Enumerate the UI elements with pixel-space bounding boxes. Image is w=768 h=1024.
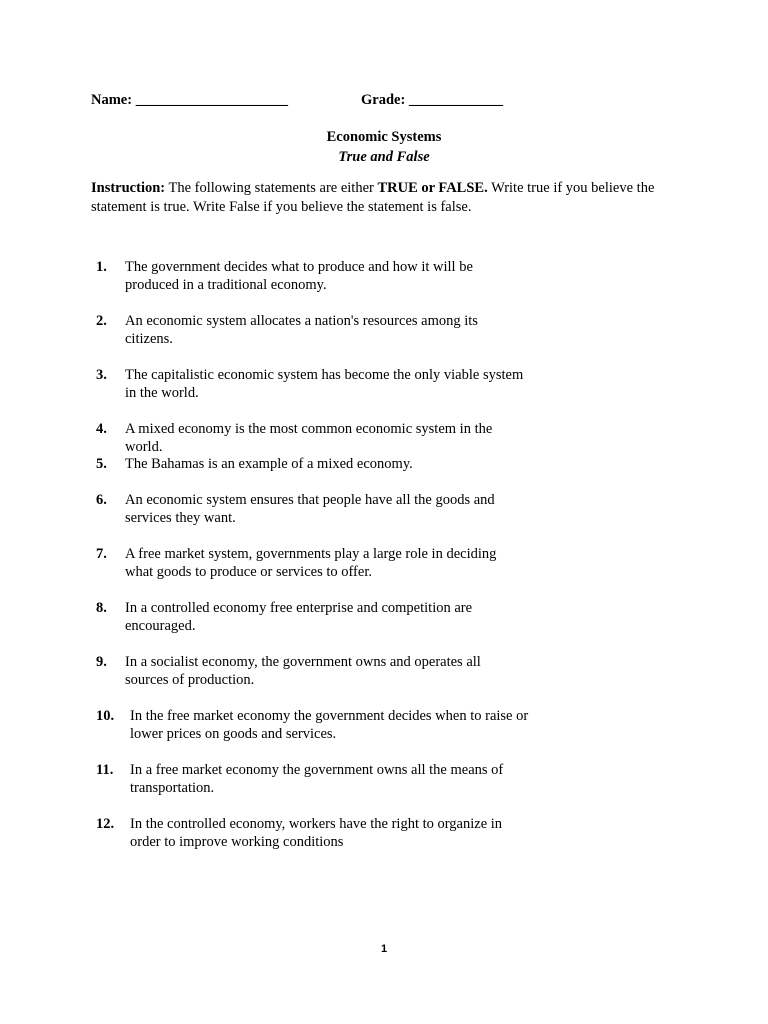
- page-number: 1: [380, 943, 388, 955]
- question-number: 10.: [96, 708, 115, 724]
- question-text: In a controlled economy free enterprise and competition are encouraged.: [125, 600, 473, 634]
- grade-field: [361, 92, 503, 109]
- instruction-label: Instruction:: [91, 180, 166, 196]
- question-text: A mixed economy is the most common economic system in the world.: [125, 421, 493, 455]
- question-text: In the controlled economy, workers have the right to organize in order to improve working conditions: [130, 816, 503, 850]
- question-text: An economic system allocates a nation's resources among its citizens.: [125, 313, 478, 347]
- instruction-emphasis: TRUE or FALSE.: [377, 180, 488, 196]
- question-number: 9.: [96, 654, 107, 670]
- question-text: A free market system, governments play a large role in deciding what goods to produce or services to offer.: [125, 546, 497, 580]
- question-number: 12.: [96, 816, 115, 832]
- question-number: 8.: [96, 600, 107, 616]
- question-number: 6.: [96, 492, 107, 508]
- question-number: 3.: [96, 367, 107, 383]
- instruction-paragraph: [91, 179, 671, 217]
- page-subtitle: True and False: [338, 149, 430, 165]
- question-number: 2.: [96, 313, 107, 329]
- question-number: 11.: [96, 762, 114, 778]
- question-number: 4.: [96, 421, 107, 437]
- page-title: Economic Systems: [326, 129, 442, 145]
- question-text: The government decides what to produce and how it will be produced in a traditional economy.: [125, 259, 473, 293]
- question-text: The Bahamas is an example of a mixed economy.: [125, 456, 413, 472]
- question-number: 1.: [96, 259, 107, 275]
- question-number: 7.: [96, 546, 107, 562]
- question-text: An economic system ensures that people have all the goods and services they want.: [125, 492, 495, 526]
- grade-blank: _____________: [408, 92, 504, 108]
- instruction-text-after: Write true if you believe the statement is true. Write False if you believe the statement is false.: [91, 180, 655, 215]
- question-text: In a free market economy the government owns all the means of transportation.: [130, 762, 504, 796]
- grade-label: Grade:: [361, 92, 406, 108]
- name-blank: _____________________: [135, 92, 288, 108]
- instruction-text-before: The following statements are either: [168, 180, 374, 196]
- question-number: 5.: [96, 456, 107, 472]
- question-text: In the free market economy the government decides when to raise or lower prices on goods and services.: [130, 708, 529, 742]
- question-text: The capitalistic economic system has become the only viable system in the world.: [125, 367, 524, 401]
- name-label: Name:: [91, 92, 133, 108]
- name-field: [91, 92, 288, 109]
- question-text: In a socialist economy, the government owns and operates all sources of production.: [125, 654, 481, 688]
